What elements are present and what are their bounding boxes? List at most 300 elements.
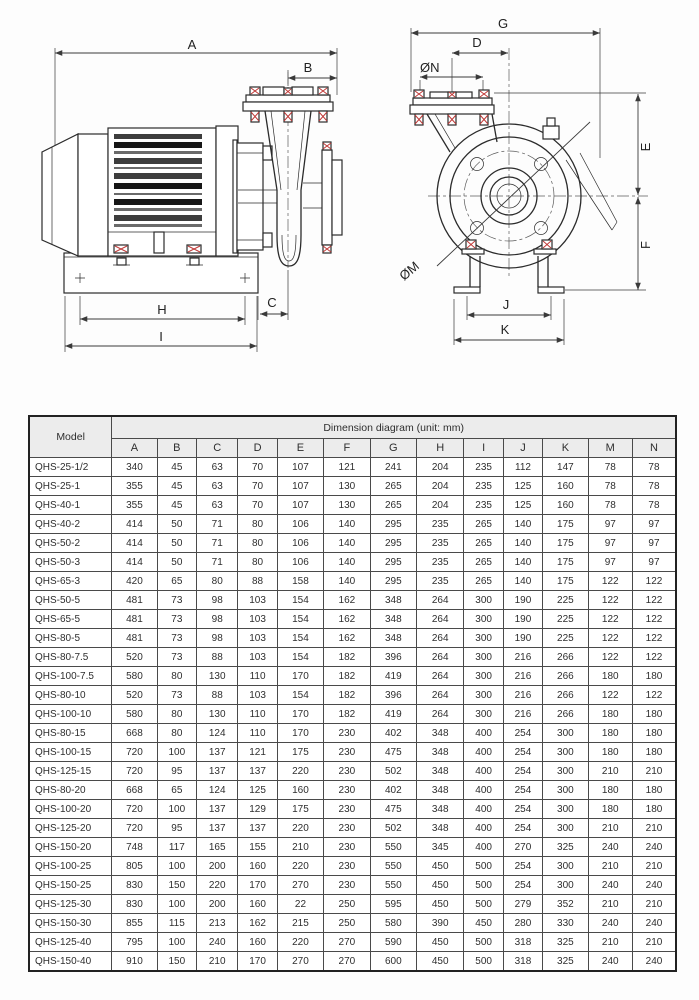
- dimension-cell: 348: [417, 762, 464, 781]
- dimension-cell: 110: [238, 667, 277, 686]
- dimension-cell: 170: [238, 952, 277, 972]
- dimension-cell: 140: [503, 515, 542, 534]
- table-row: [29, 553, 676, 572]
- dimension-cell: 95: [157, 762, 196, 781]
- dimension-cell: 265: [464, 553, 503, 572]
- dimension-cell: 112: [503, 458, 542, 477]
- dimension-cell: 115: [157, 914, 196, 933]
- dimension-cell: 180: [632, 781, 676, 800]
- table-row: [29, 743, 676, 762]
- dimension-cell: 88: [197, 648, 238, 667]
- dimension-cell: 95: [157, 819, 196, 838]
- dimension-cell: 215: [277, 914, 323, 933]
- dimension-cell: 140: [503, 572, 542, 591]
- dimension-cell: 580: [112, 667, 157, 686]
- dimension-cell: 400: [464, 819, 503, 838]
- dimension-cell: 190: [503, 629, 542, 648]
- dimension-cell: 225: [543, 610, 588, 629]
- dimension-cell: 216: [503, 667, 542, 686]
- dimension-cell: 70: [238, 477, 277, 496]
- dimension-cell: 795: [112, 933, 157, 952]
- dimension-cell: 580: [370, 914, 416, 933]
- dimension-cell: 419: [370, 667, 416, 686]
- dimension-cell: 107: [277, 496, 323, 515]
- dimension-cell: 355: [112, 496, 157, 515]
- table-row: [29, 534, 676, 553]
- dimension-cell: 122: [588, 629, 632, 648]
- dimension-cell: 122: [632, 648, 676, 667]
- dimension-cell: 300: [543, 743, 588, 762]
- model-cell: QHS-65-3: [29, 572, 112, 591]
- dimension-cell: 122: [588, 610, 632, 629]
- dimension-cell: 400: [464, 781, 503, 800]
- dimension-cell: 348: [417, 724, 464, 743]
- dimension-cell: 352: [543, 895, 588, 914]
- dimension-cell: 241: [370, 458, 416, 477]
- dimension-cell: 300: [543, 857, 588, 876]
- dimension-cell: 240: [588, 838, 632, 857]
- dimension-cell: 97: [632, 534, 676, 553]
- dimension-cell: 250: [324, 895, 370, 914]
- dimension-cell: 100: [157, 857, 196, 876]
- model-cell: QHS-125-30: [29, 895, 112, 914]
- dimension-cell: 235: [464, 477, 503, 496]
- table-row: [29, 591, 676, 610]
- dimension-cell: 254: [503, 876, 542, 895]
- dimension-cell: 100: [157, 800, 196, 819]
- table-row: [29, 933, 676, 952]
- dimension-cell: 137: [197, 800, 238, 819]
- dimension-cell: 420: [112, 572, 157, 591]
- dimension-cell: 295: [370, 534, 416, 553]
- dimension-cell: 265: [370, 477, 416, 496]
- dimension-cell: 240: [632, 952, 676, 972]
- dimension-cell: 300: [464, 705, 503, 724]
- dimension-cell: 910: [112, 952, 157, 972]
- dimension-cell: 225: [543, 629, 588, 648]
- dimension-cell: 170: [277, 705, 323, 724]
- column-header: C: [197, 439, 238, 458]
- dimension-cell: 230: [324, 762, 370, 781]
- column-header: E: [277, 439, 323, 458]
- dimension-cell: 122: [632, 572, 676, 591]
- dimension-cell: 240: [197, 933, 238, 952]
- model-cell: QHS-150-25: [29, 876, 112, 895]
- table-row: [29, 952, 676, 972]
- dimension-cell: 103: [238, 591, 277, 610]
- dimension-cell: 162: [324, 591, 370, 610]
- column-header: J: [503, 439, 542, 458]
- dimension-cell: 318: [503, 952, 542, 972]
- model-cell: QHS-100-10: [29, 705, 112, 724]
- dimension-cell: 419: [370, 705, 416, 724]
- dimension-cell: 137: [238, 762, 277, 781]
- dimension-cell: 500: [464, 876, 503, 895]
- dimension-cell: 270: [324, 933, 370, 952]
- dimension-cell: 300: [543, 781, 588, 800]
- dimension-cell: 225: [543, 591, 588, 610]
- dimension-cell: 97: [588, 534, 632, 553]
- dimension-cell: 720: [112, 819, 157, 838]
- table-row: [29, 610, 676, 629]
- dimension-cell: 78: [588, 477, 632, 496]
- dimension-cell: 240: [588, 952, 632, 972]
- dimension-cell: 300: [543, 876, 588, 895]
- dimension-cell: 70: [238, 458, 277, 477]
- dimension-cell: 71: [197, 553, 238, 572]
- table-row: [29, 515, 676, 534]
- dimension-cell: 400: [464, 762, 503, 781]
- dimension-cell: 160: [238, 857, 277, 876]
- dimension-cell: 80: [157, 667, 196, 686]
- model-cell: QHS-150-40: [29, 952, 112, 972]
- dimension-cell: 400: [464, 800, 503, 819]
- dimension-cell: 300: [464, 629, 503, 648]
- dimension-cell: 325: [543, 933, 588, 952]
- dimension-cell: 348: [370, 629, 416, 648]
- dimension-cell: 481: [112, 610, 157, 629]
- dimension-cell: 595: [370, 895, 416, 914]
- dimension-cell: 266: [543, 667, 588, 686]
- dimension-cell: 748: [112, 838, 157, 857]
- dimension-cell: 348: [417, 800, 464, 819]
- dimension-cell: 106: [277, 515, 323, 534]
- dimension-cell: 235: [417, 572, 464, 591]
- dimension-cell: 345: [417, 838, 464, 857]
- dimension-cell: 450: [417, 857, 464, 876]
- dimension-cell: 475: [370, 800, 416, 819]
- dim-label-F: F: [638, 241, 653, 249]
- model-cell: QHS-50-3: [29, 553, 112, 572]
- dimension-cell: 230: [324, 876, 370, 895]
- dimension-table: [28, 415, 677, 972]
- dimension-cell: 122: [588, 572, 632, 591]
- dimension-cell: 110: [238, 705, 277, 724]
- dimension-cell: 550: [370, 838, 416, 857]
- dimension-cell: 180: [632, 743, 676, 762]
- dimension-cell: 103: [238, 629, 277, 648]
- dimension-cell: 230: [324, 800, 370, 819]
- dimension-cell: 71: [197, 534, 238, 553]
- dimension-cell: 103: [238, 648, 277, 667]
- dimension-cell: 220: [277, 933, 323, 952]
- dimension-cell: 235: [417, 534, 464, 553]
- dimension-cell: 80: [157, 724, 196, 743]
- table-title: Dimension diagram (unit: mm): [112, 416, 676, 439]
- dimension-cell: 720: [112, 762, 157, 781]
- dimension-cell: 210: [632, 857, 676, 876]
- dimension-cell: 63: [197, 458, 238, 477]
- dimension-cell: 266: [543, 705, 588, 724]
- dimension-cell: 160: [543, 477, 588, 496]
- model-cell: QHS-50-5: [29, 591, 112, 610]
- dimension-cell: 295: [370, 515, 416, 534]
- dimension-cell: 158: [277, 572, 323, 591]
- table-row: [29, 667, 676, 686]
- dimension-cell: 590: [370, 933, 416, 952]
- column-header: H: [417, 439, 464, 458]
- dimension-cell: 520: [112, 648, 157, 667]
- dimension-cell: 73: [157, 610, 196, 629]
- dimension-cell: 264: [417, 705, 464, 724]
- model-cell: QHS-80-15: [29, 724, 112, 743]
- dimension-cell: 481: [112, 591, 157, 610]
- dimension-cell: 100: [157, 895, 196, 914]
- dimension-cell: 210: [197, 952, 238, 972]
- dimension-cell: 230: [324, 724, 370, 743]
- dimension-cell: 180: [588, 743, 632, 762]
- dim-label-A: A: [187, 37, 197, 52]
- dimension-cell: 235: [417, 515, 464, 534]
- dimension-cell: 122: [632, 629, 676, 648]
- dimension-cell: 154: [277, 686, 323, 705]
- dimension-cell: 200: [197, 857, 238, 876]
- dimension-cell: 318: [503, 933, 542, 952]
- dimension-cell: 250: [324, 914, 370, 933]
- dimension-cell: 180: [588, 800, 632, 819]
- dimension-cell: 254: [503, 857, 542, 876]
- dimension-cell: 264: [417, 686, 464, 705]
- model-cell: QHS-100-25: [29, 857, 112, 876]
- dimension-cell: 182: [324, 705, 370, 724]
- dimension-cell: 80: [238, 534, 277, 553]
- dimension-cell: 125: [503, 477, 542, 496]
- dimension-cell: 210: [632, 933, 676, 952]
- dimension-cell: 180: [632, 667, 676, 686]
- dimension-cell: 175: [543, 572, 588, 591]
- model-cell: QHS-80-20: [29, 781, 112, 800]
- dimension-cell: 70: [238, 496, 277, 515]
- dimension-cell: 213: [197, 914, 238, 933]
- dimension-cell: 154: [277, 591, 323, 610]
- model-cell: QHS-80-5: [29, 629, 112, 648]
- dimension-cell: 450: [417, 933, 464, 952]
- dimension-cell: 80: [238, 515, 277, 534]
- dimension-cell: 210: [588, 895, 632, 914]
- dimension-cell: 170: [238, 876, 277, 895]
- dimension-cell: 475: [370, 743, 416, 762]
- dimension-cell: 97: [632, 553, 676, 572]
- model-cell: QHS-150-20: [29, 838, 112, 857]
- dimension-cell: 340: [112, 458, 157, 477]
- dimension-cell: 45: [157, 496, 196, 515]
- model-cell: QHS-50-2: [29, 534, 112, 553]
- dimension-cell: 400: [464, 724, 503, 743]
- dimension-cell: 235: [464, 458, 503, 477]
- dimension-cell: 220: [277, 857, 323, 876]
- dimension-cell: 100: [157, 933, 196, 952]
- dimension-cell: 220: [197, 876, 238, 895]
- dim-label-I: I: [159, 329, 163, 344]
- dimension-cell: 121: [238, 743, 277, 762]
- table-row: [29, 572, 676, 591]
- dimension-cell: 400: [464, 838, 503, 857]
- dimension-cell: 500: [464, 952, 503, 972]
- dimension-cell: 100: [157, 743, 196, 762]
- dimension-cell: 450: [417, 895, 464, 914]
- dimension-cell: 210: [277, 838, 323, 857]
- table-row: [29, 705, 676, 724]
- dimension-cell: 140: [324, 515, 370, 534]
- column-header: G: [370, 439, 416, 458]
- dimension-cell: 78: [588, 496, 632, 515]
- column-header-row: [29, 439, 676, 458]
- dimension-cell: 140: [503, 534, 542, 553]
- dimension-cell: 45: [157, 458, 196, 477]
- dimension-cell: 97: [588, 553, 632, 572]
- dimension-cell: 125: [238, 781, 277, 800]
- dim-label-E: E: [638, 142, 653, 152]
- dimension-cell: 180: [588, 781, 632, 800]
- dimension-cell: 175: [543, 534, 588, 553]
- dimension-cell: 580: [112, 705, 157, 724]
- dimension-cell: 270: [324, 952, 370, 972]
- dimension-cell: 137: [238, 819, 277, 838]
- dimension-cell: 254: [503, 724, 542, 743]
- dimension-cell: 122: [588, 591, 632, 610]
- dimension-cell: 270: [277, 952, 323, 972]
- dimension-cell: 71: [197, 515, 238, 534]
- dimension-cell: 88: [197, 686, 238, 705]
- dimension-cell: 264: [417, 629, 464, 648]
- model-cell: QHS-25-1/2: [29, 458, 112, 477]
- dimension-cell: 720: [112, 800, 157, 819]
- column-header: I: [464, 439, 503, 458]
- dimension-cell: 414: [112, 553, 157, 572]
- dimension-cell: 80: [197, 572, 238, 591]
- dimension-cell: 22: [277, 895, 323, 914]
- dimension-cell: 180: [588, 667, 632, 686]
- dimension-cell: 154: [277, 648, 323, 667]
- dimension-cell: 130: [324, 496, 370, 515]
- dimension-cell: 98: [197, 610, 238, 629]
- dimension-cell: 182: [324, 686, 370, 705]
- dimension-cell: 175: [543, 515, 588, 534]
- column-header: F: [324, 439, 370, 458]
- table-row: [29, 686, 676, 705]
- dimension-cell: 137: [197, 819, 238, 838]
- dimension-cell: 668: [112, 724, 157, 743]
- dim-label-G: G: [497, 16, 509, 31]
- dimension-cell: 122: [632, 686, 676, 705]
- column-header: A: [112, 439, 157, 458]
- dimension-cell: 265: [370, 496, 416, 515]
- dimension-cell: 264: [417, 610, 464, 629]
- dimension-cell: 73: [157, 591, 196, 610]
- dimension-cell: 190: [503, 610, 542, 629]
- dimension-cell: 230: [324, 743, 370, 762]
- dimension-cell: 450: [417, 876, 464, 895]
- dimension-cell: 270: [277, 876, 323, 895]
- dimension-cell: 124: [197, 724, 238, 743]
- dimension-cell: 122: [632, 610, 676, 629]
- dim-label-K: K: [500, 322, 510, 337]
- dimension-cell: 264: [417, 648, 464, 667]
- dimension-cell: 162: [238, 914, 277, 933]
- dimension-cell: 107: [277, 458, 323, 477]
- model-cell: QHS-80-7.5: [29, 648, 112, 667]
- dimension-cell: 220: [277, 762, 323, 781]
- dimension-cell: 129: [238, 800, 277, 819]
- suction-flange-side: [322, 142, 342, 253]
- dimension-cell: 160: [238, 895, 277, 914]
- side-view-drawing: [42, 37, 342, 352]
- dimension-cell: 396: [370, 686, 416, 705]
- dimension-cell: 137: [197, 743, 238, 762]
- dimension-cell: 348: [370, 610, 416, 629]
- dimension-cell: 175: [277, 743, 323, 762]
- dimension-cell: 73: [157, 648, 196, 667]
- dimension-cell: 165: [197, 838, 238, 857]
- dimension-cell: 154: [277, 629, 323, 648]
- dimension-cell: 106: [277, 534, 323, 553]
- dimension-cell: 355: [112, 477, 157, 496]
- model-cell: QHS-125-40: [29, 933, 112, 952]
- dimension-cell: 150: [157, 952, 196, 972]
- dimension-cell: 73: [157, 629, 196, 648]
- table-row: [29, 857, 676, 876]
- dimension-cell: 279: [503, 895, 542, 914]
- dimension-cell: 300: [464, 686, 503, 705]
- dimension-cell: 240: [588, 876, 632, 895]
- dimension-cell: 190: [503, 591, 542, 610]
- model-cell: QHS-65-5: [29, 610, 112, 629]
- dimension-cell: 63: [197, 496, 238, 515]
- dimension-cell: 254: [503, 743, 542, 762]
- dimension-cell: 150: [157, 876, 196, 895]
- dimension-cell: 210: [632, 895, 676, 914]
- dimension-cell: 210: [632, 762, 676, 781]
- dimension-cell: 414: [112, 534, 157, 553]
- dimension-cell: 220: [277, 819, 323, 838]
- dimension-cell: 216: [503, 648, 542, 667]
- table-row: [29, 477, 676, 496]
- dimension-cell: 295: [370, 572, 416, 591]
- dimension-cell: 500: [464, 895, 503, 914]
- dimension-cell: 180: [632, 705, 676, 724]
- dimension-cell: 162: [324, 610, 370, 629]
- dimension-cell: 50: [157, 515, 196, 534]
- model-cell: QHS-125-15: [29, 762, 112, 781]
- dimension-cell: 50: [157, 553, 196, 572]
- dimension-cell: 270: [503, 838, 542, 857]
- dimension-cell: 78: [588, 458, 632, 477]
- dimension-cell: 170: [277, 667, 323, 686]
- dim-label-J: J: [502, 297, 510, 312]
- dimension-cell: 122: [588, 648, 632, 667]
- dimension-cell: 175: [543, 553, 588, 572]
- dimension-cell: 182: [324, 667, 370, 686]
- dimension-cell: 73: [157, 686, 196, 705]
- dimension-cell: 240: [632, 838, 676, 857]
- dimension-cell: 805: [112, 857, 157, 876]
- model-cell: QHS-25-1: [29, 477, 112, 496]
- dimension-cell: 402: [370, 781, 416, 800]
- dimension-cell: 402: [370, 724, 416, 743]
- dimension-cell: 80: [238, 553, 277, 572]
- dimension-cell: 295: [370, 553, 416, 572]
- dimension-cell: 160: [277, 781, 323, 800]
- dimension-cell: 348: [370, 591, 416, 610]
- table-row: [29, 762, 676, 781]
- dimension-cell: 414: [112, 515, 157, 534]
- table-row: [29, 629, 676, 648]
- dimension-cell: 124: [197, 781, 238, 800]
- dimension-cell: 235: [464, 496, 503, 515]
- table-row: [29, 914, 676, 933]
- dimension-cell: 204: [417, 496, 464, 515]
- dimension-cell: 230: [324, 819, 370, 838]
